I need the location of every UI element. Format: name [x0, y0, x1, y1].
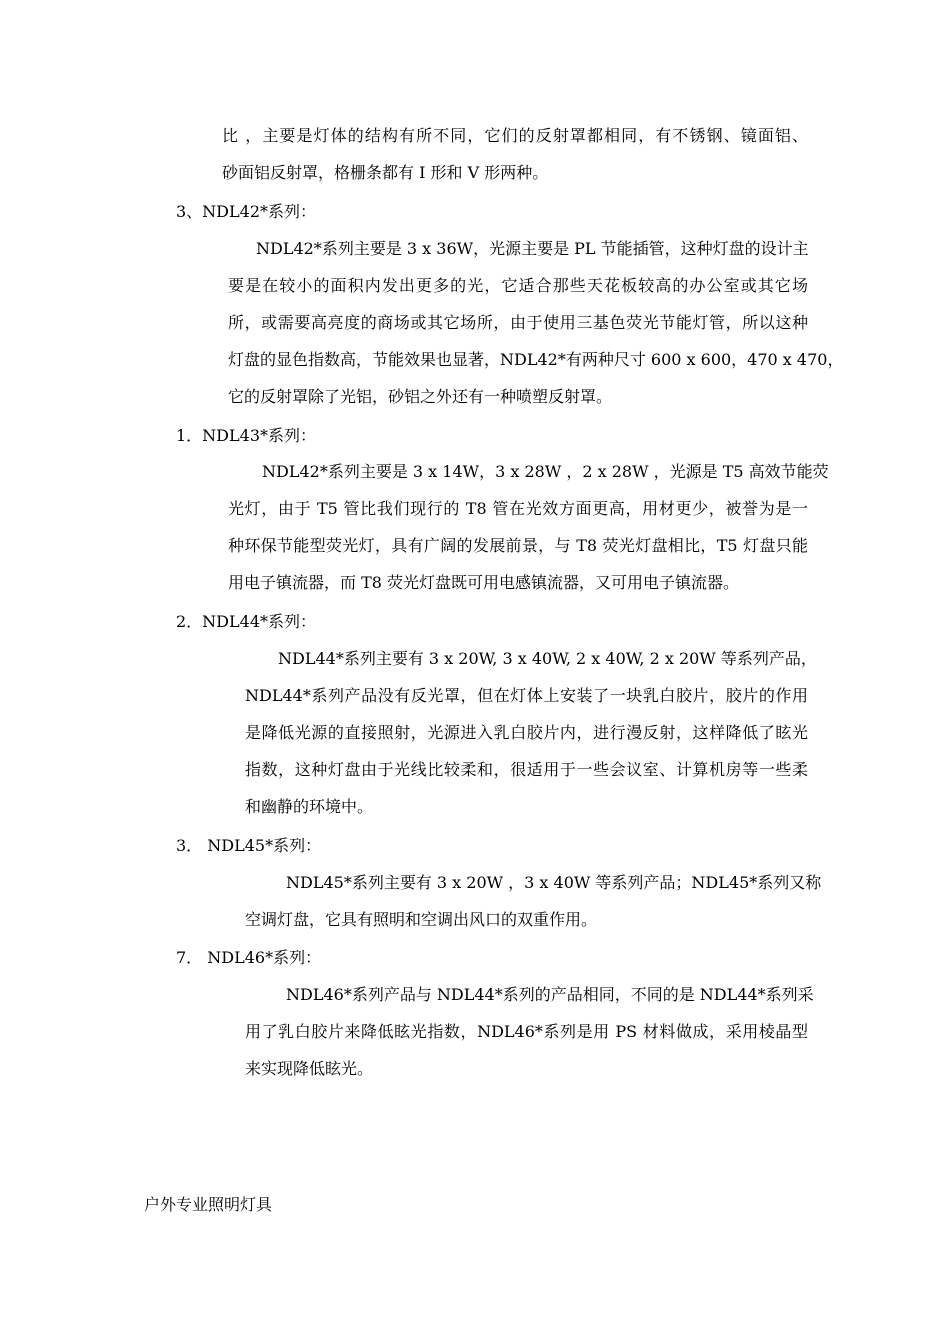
ndl46-line-3: 来实现降低眩光。 [245, 1059, 374, 1078]
ndl44-line-2: NDL44*系列产品没有反光罩，但在灯体上安装了一块乳白胶片，胶片的作用 [245, 686, 808, 705]
ndl46-line-1: NDL46*系列产品与 NDL44*系列的产品相同，不同的是 NDL44*系列采 [286, 985, 814, 1004]
ndl44-line-1: NDL44*系列主要有 3 x 20W, 3 x 40W, 2 x 40W, 2 x 20W 等系列产品， [278, 649, 817, 668]
section-heading-ndl46: 7． NDL46*系列： [176, 948, 322, 967]
ndl44-line-5: 和幽静的环境中。 [245, 797, 374, 816]
ndl46-line-2: 用了乳白胶片来降低眩光指数，NDL46*系列是用 PS 材料做成，采用棱晶型 [245, 1022, 808, 1041]
ndl42-line-5: 它的反射罩除了光铝，砂铝之外还有一种喷塑反射罩。 [228, 387, 613, 406]
section-heading-ndl42: 3、NDL42*系列： [176, 202, 316, 221]
ndl45-line-1: NDL45*系列主要有 3 x 20W ，3 x 40W 等系列产品；NDL45*系列又称 [286, 873, 822, 892]
ndl43-line-4: 用电子镇流器，而 T8 荧光灯盘既可用电感镇流器，又可用电子镇流器。 [228, 573, 740, 592]
ndl43-line-1: NDL42*系列主要是 3 x 14W，3 x 28W ，2 x 28W ，光源是 T5 高效节能荧 [262, 462, 829, 481]
ndl42-line-1: NDL42*系列主要是 3 x 36W，光源主要是 PL 节能插管，这种灯盘的设计主 [256, 239, 809, 258]
ndl42-line-4: 灯盘的显色指数高，节能效果也显著，NDL42*有两种尺寸 600 x 600，470 x 470， [228, 350, 844, 369]
intro-line-1: 比 ，主要是灯体的结构有所不同，它们的反射罩都相同，有不锈钢、镜面铝、 [222, 126, 808, 145]
section-heading-ndl45: 3． NDL45*系列： [176, 836, 322, 855]
intro-line-2: 砂面铝反射罩，格栅条都有 I 形和 V 形两种。 [222, 163, 549, 182]
ndl44-line-4: 指数，这种灯盘由于光线比较柔和，很适用于一些会议室、计算机房等一些柔 [245, 760, 808, 779]
ndl43-line-2: 光灯，由于 T5 管比我们现行的 T8 管在光效方面更高，用材更少，被誉为是一 [228, 499, 808, 518]
section-heading-ndl43: 1．NDL43*系列： [176, 426, 316, 445]
page-footer: 户外专业照明灯具 [144, 1195, 273, 1214]
ndl44-line-3: 是降低光源的直接照射，光源进入乳白胶片内，进行漫反射，这样降低了眩光 [245, 723, 808, 742]
ndl43-line-3: 种环保节能型荧光灯，具有广阔的发展前景，与 T8 荧光灯盘相比，T5 灯盘只能 [228, 536, 808, 555]
section-heading-ndl44: 2．NDL44*系列： [176, 612, 316, 631]
ndl42-line-2: 要是在较小的面积内发出更多的光，它适合那些天花板较高的办公室或其它场 [228, 276, 808, 295]
ndl45-line-2: 空调灯盘，它具有照明和空调出风口的双重作用。 [245, 910, 598, 929]
ndl42-line-3: 所，或需要高亮度的商场或其它场所，由于使用三基色荧光节能灯管，所以这种 [228, 313, 808, 332]
